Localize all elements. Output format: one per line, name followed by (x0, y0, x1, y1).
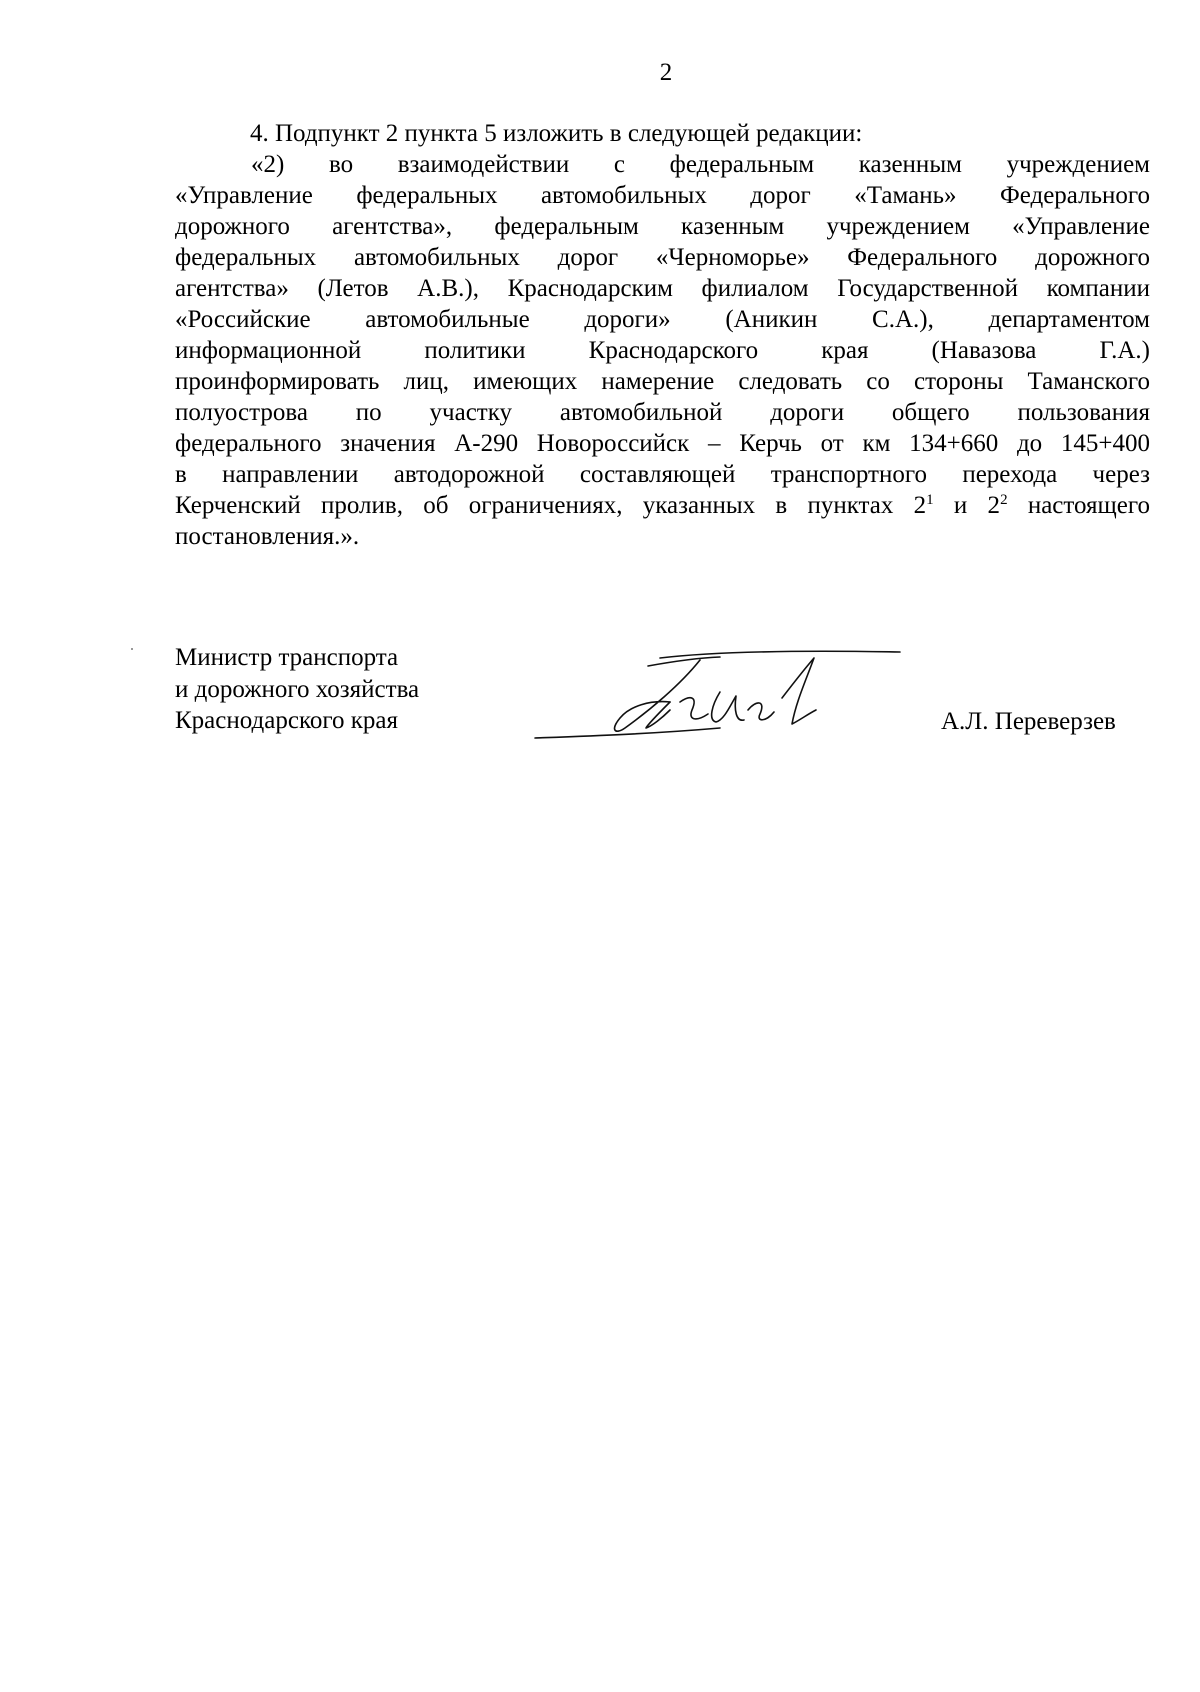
body-line-part: и 2 (953, 492, 1001, 519)
position-line: Министр транспорта (175, 644, 399, 671)
signer-name: А.Л. Переверзев (941, 708, 1116, 735)
position-line: Краснодарского края (175, 707, 398, 734)
body-line: «Управление федеральных автомобильных дорог «Тамань» Федерального (175, 182, 1150, 209)
body-line-part: настоящего (1027, 492, 1150, 519)
superscript: 1 (926, 492, 934, 508)
position-line: и дорожного хозяйства (175, 675, 420, 703)
body-line: федеральных автомобильных дорог «Черноморье» Федерального дорожного (175, 244, 1150, 271)
body-line-last: постановления.». (175, 523, 360, 550)
body-line-part: Керченский пролив, об ограничениях, указанных в пунктах 2 (175, 492, 927, 519)
body-line: в направлении автодорожной составляющей транспортного перехода через (175, 461, 1150, 488)
superscript: 2 (1000, 492, 1008, 508)
page-number: 2 (659, 59, 673, 86)
signatory-position (175, 642, 419, 737)
scan-speck (131, 648, 133, 650)
body-line: «Российские автомобильные дороги» (Аникин С.А.), департаментом (175, 306, 1150, 333)
body-line: «2) во взаимодействии с федеральным казенным учреждением (251, 151, 1150, 178)
paragraph-heading: 4. Подпункт 2 пункта 5 изложить в следующей редакции: (250, 120, 863, 147)
body-line: агентства» (Летов А.В.), Краснодарским филиалом Государственной компании (175, 275, 1150, 302)
body-line: проинформировать лиц, имеющих намерение следовать со стороны Таманского (175, 368, 1150, 395)
handwritten-signature (530, 640, 910, 750)
body-line: информационной политики Краснодарского края (Навазова Г.А.) (175, 337, 1150, 364)
body-line: дорожного агентства», федеральным казенным учреждением «Управление (175, 213, 1150, 240)
body-line: федерального значения А-290 Новороссийск – Керчь от км 134+660 до 145+400 (175, 430, 1150, 457)
body-line-with-superscripts (175, 490, 1150, 521)
body-line: полуострова по участку автомобильной дороги общего пользования (175, 399, 1150, 426)
